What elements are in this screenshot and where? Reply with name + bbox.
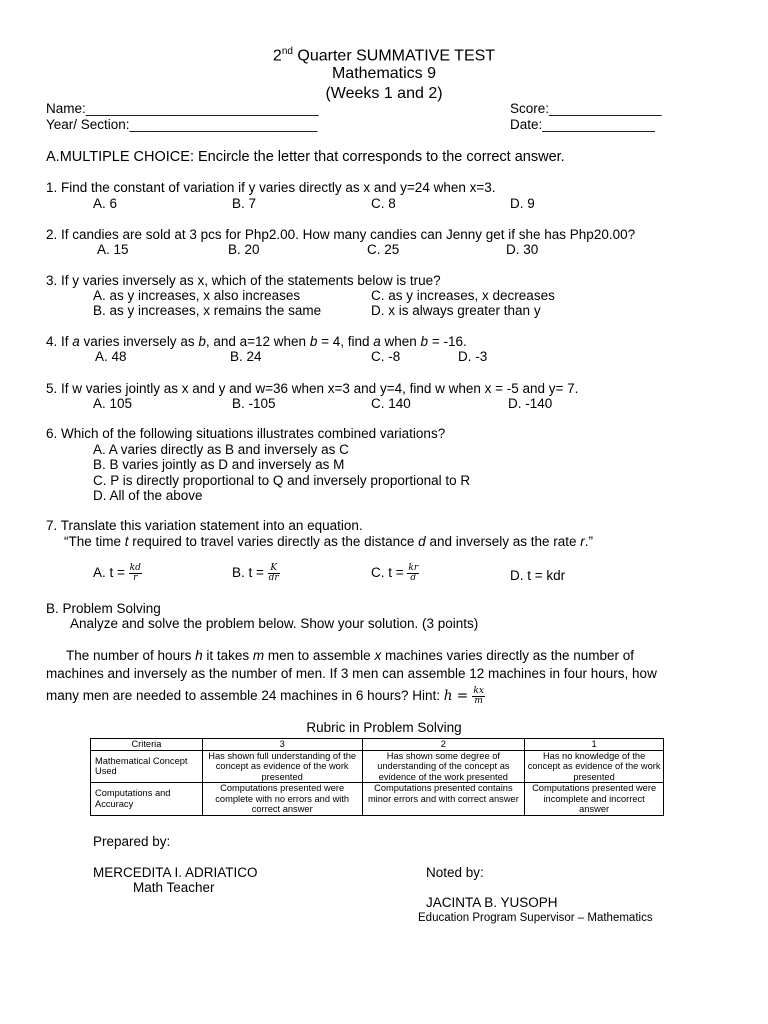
q3-option-b[interactable]: B. as y increases, x remains the same: [93, 303, 322, 318]
q7-b-fraction: $\frac{K}{dr}$: [268, 563, 279, 583]
q4-option-b[interactable]: B. 24: [230, 349, 262, 364]
table-header-cell: 2: [362, 739, 525, 751]
q7-c-fraction: $\frac{kr}{d}$: [408, 563, 419, 583]
question-2-stem: 2. If candies are sold at 3 pcs for Php2.00. How many candies can Jenny get if she has Php20.00?: [46, 227, 636, 242]
table-header-row: [91, 739, 664, 751]
noter-name: JACINTA B. YUSOPH: [426, 895, 558, 910]
table-row: [91, 783, 664, 816]
question-5-stem: 5. If w varies jointly as x and y and w=36 when x=3 and y=4, find w when x = -5 and y= 7.: [46, 381, 579, 396]
table-row: [91, 750, 664, 783]
table-cell: Has no knowledge of the concept as evidence of the work presented: [525, 750, 664, 783]
q7-option-c[interactable]: C. t = $\frac{kr}{d}$: [371, 563, 419, 583]
date-field[interactable]: Date:_______________: [510, 117, 655, 132]
preparer-title: Math Teacher: [133, 880, 215, 895]
score-field[interactable]: Score:_______________: [510, 101, 662, 116]
weeks-title: (Weeks 1 and 2): [325, 85, 443, 102]
subject-title: Mathematics 9: [331, 65, 437, 82]
rubric-title: Rubric in Problem Solving: [306, 720, 462, 735]
problem-line-3: many men are needed to assemble 24 machines in 6 hours? Hint: h = $\frac{kx}{m}$: [46, 686, 484, 706]
table-cell: Computations presented were incomplete and incorrect answer: [525, 783, 664, 816]
question-4-stem: 4. If a varies inversely as b, and a=12 when b = 4, find a when b = -16.: [46, 334, 467, 349]
q7-option-a[interactable]: A. t = $\frac{kd}{r}$: [93, 563, 141, 583]
q1-option-c[interactable]: C. 8: [371, 196, 396, 211]
q3-option-a[interactable]: A. as y increases, x also increases: [93, 288, 301, 303]
q1-option-a[interactable]: A. 6: [93, 196, 118, 211]
page-title: 2nd Quarter SUMMATIVE TEST: [272, 46, 496, 65]
q2-option-c[interactable]: C. 25: [367, 242, 400, 257]
prepared-by-label: Prepared by:: [93, 834, 171, 849]
q5-option-d[interactable]: D. -140: [508, 396, 553, 411]
question-1-stem: 1. Find the constant of variation if y varies directly as x and y=24 when x=3.: [46, 180, 496, 195]
q3-option-d[interactable]: D. x is always greater than y: [371, 303, 541, 318]
q7-option-b[interactable]: B. t = $\frac{K}{dr}$: [232, 563, 279, 583]
table-header-cell: 1: [525, 739, 664, 751]
table-cell: Computations presented contains minor errors and with correct answer: [362, 783, 525, 816]
problem-line-1: The number of hours h it takes m men to assemble x machines varies directly as the number of: [66, 648, 635, 663]
q7-option-d[interactable]: D. t = kdr: [510, 568, 566, 583]
section-b-heading: B. Problem Solving: [46, 601, 161, 616]
section-a-heading: A.MULTIPLE CHOICE: Encircle the letter that corresponds to the correct answer.: [46, 149, 565, 165]
q6-option-a[interactable]: A. A varies directly as B and inversely as C: [93, 442, 349, 457]
q3-option-c[interactable]: C. as y increases, x decreases: [371, 288, 555, 303]
table-header-cell: Criteria: [91, 739, 203, 751]
q7-a-fraction: $\frac{kd}{r}$: [129, 563, 141, 583]
name-field[interactable]: Name:_______________________________: [46, 101, 319, 116]
table-cell: Mathematical Concept Used: [91, 750, 203, 783]
q1-option-d[interactable]: D. 9: [510, 196, 535, 211]
table-cell: Has shown some degree of understanding of the concept as evidence of the work presented: [362, 750, 525, 783]
q4-option-c[interactable]: C. -8: [371, 349, 401, 364]
hint-formula: h = $\frac{kx}{m}$: [443, 686, 484, 706]
question-6-stem: 6. Which of the following situations illustrates combined variations?: [46, 426, 446, 441]
q7-quote: “The time t required to travel varies directly as the distance d and inversely as the rate r.”: [64, 534, 594, 549]
q6-option-b[interactable]: B. B varies jointly as D and inversely as M: [93, 457, 345, 472]
table-cell: Has shown full understanding of the concept as evidence of the work presented: [202, 750, 362, 783]
rubric-table: [90, 738, 664, 816]
q2-option-b[interactable]: B. 20: [228, 242, 260, 257]
preparer-name: MERCEDITA I. ADRIATICO: [93, 865, 258, 880]
q6-option-c[interactable]: C. P is directly proportional to Q and inversely proportional to R: [93, 473, 471, 488]
question-7-stem: 7. Translate this variation statement into an equation.: [46, 518, 363, 533]
q4-option-a[interactable]: A. 48: [95, 349, 127, 364]
noted-by-label: Noted by:: [426, 865, 484, 880]
table-header-cell: 3: [202, 739, 362, 751]
q2-option-d[interactable]: D. 30: [506, 242, 539, 257]
table-cell: Computations and Accuracy: [91, 783, 203, 816]
q6-option-d[interactable]: D. All of the above: [93, 488, 203, 503]
q2-option-a[interactable]: A. 15: [97, 242, 129, 257]
table-cell: Computations presented were complete with no errors and with correct answer: [202, 783, 362, 816]
q1-option-b[interactable]: B. 7: [232, 196, 257, 211]
q5-option-b[interactable]: B. -105: [232, 396, 276, 411]
question-3-stem: 3. If y varies inversely as x, which of the statements below is true?: [46, 273, 441, 288]
q4-option-d[interactable]: D. -3: [458, 349, 488, 364]
noter-title: Education Program Supervisor – Mathematics: [418, 912, 653, 924]
section-b-instruction: Analyze and solve the problem below. Show your solution. (3 points): [70, 616, 479, 631]
problem-line-2: machines and inversely as the number of men. If 3 men can assemble 12 machines in four hours, how: [46, 666, 657, 681]
year-section-field[interactable]: Year/ Section:_________________________: [46, 117, 318, 132]
q5-option-c[interactable]: C. 140: [371, 396, 411, 411]
q5-option-a[interactable]: A. 105: [93, 396, 133, 411]
